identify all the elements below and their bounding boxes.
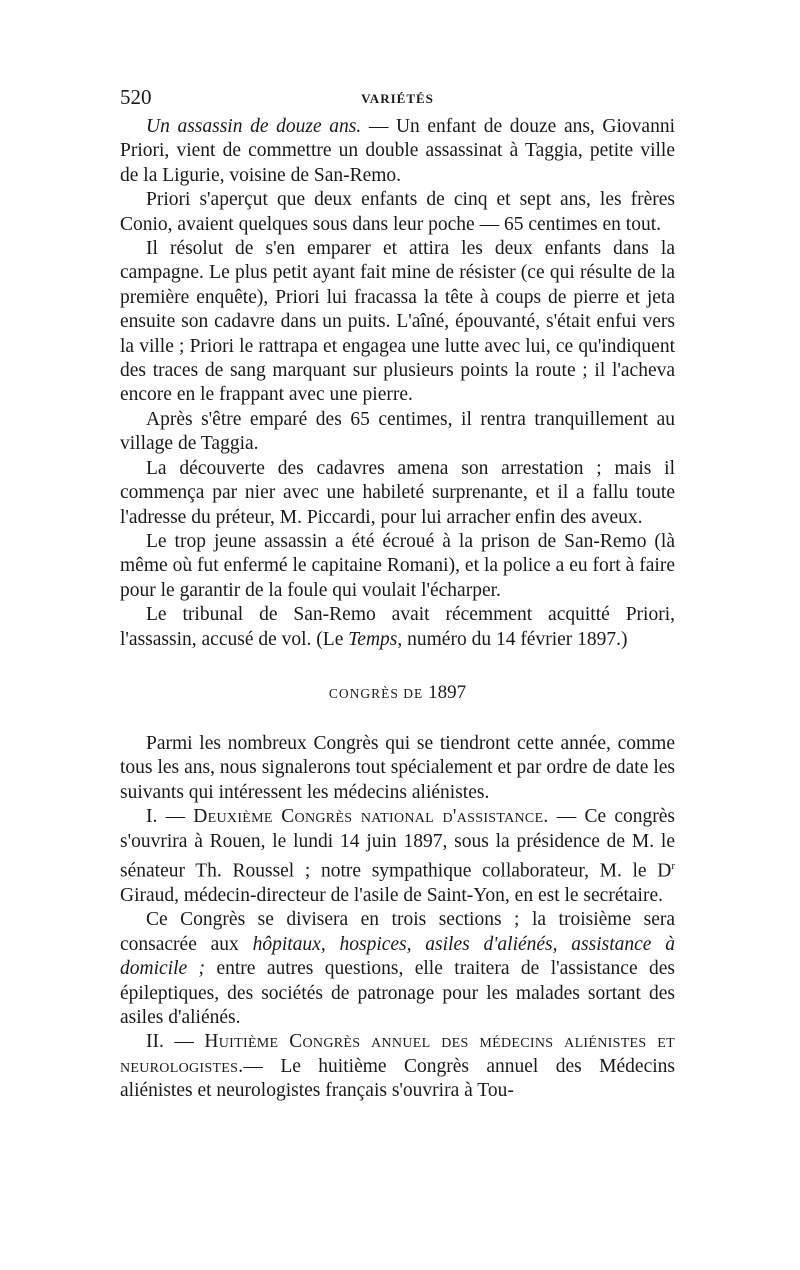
paragraph: La découverte des cadavres amena son arrestation ; mais il commença par nier avec une habileté surprenante, et il a fallu toute l'adresse du préteur, M. Piccardi, pour lui arracher enfin des aveux.	[120, 457, 675, 528]
paragraph	[120, 115, 675, 188]
paragraph	[120, 908, 675, 1030]
section-title-year: 1897	[428, 681, 467, 703]
paragraph: Priori s'aperçut que deux enfants de cinq et sept ans, les frères Conio, avaient quelques sous dans leur poche — 65 centimes en tout.	[120, 189, 675, 235]
paragraph-text: Ce Congrès se divisera en trois sections ; la troisième sera consacrée aux	[120, 909, 675, 955]
item-title: Deuxième Congrès national d'assistance.	[193, 806, 549, 828]
paragraph	[120, 603, 675, 652]
paragraph: Après s'être emparé des 65 centimes, il rentra tranquillement au village de Taggia.	[120, 408, 675, 455]
paragraph: Il résolut de s'en emparer et attira les deux enfants dans la campagne. Le plus petit ayant fait mine de résister (ce qui résulte de la première enquête), Priori lui fracassa la tête à coups de pierre et jeta ensuite son cadavre dans un puits. L'aîné, épouvanté, s'était enfui vers la ville ; Priori le rattrapa et engagea une lutte avec lui, ce qu'indiquent des traces de sang marquant sur plusieurs points la route ; il l'acheva encore en le frappant avec une pierre.	[120, 238, 675, 406]
section-title	[120, 682, 675, 704]
paragraph-text: entre autres questions, elle traitera de l'assistance des épileptiques, des sociétés de patronage pour les malades sortant des asiles d'aliénés.	[120, 958, 675, 1028]
paragraph-text: — Le huitième Congrès annuel des Médecins aliénistes et neurologistes français s'ouvrira à Tou-	[120, 1055, 675, 1102]
paragraph-text: — Ce congrès s'ouvrira à Rouen, le lundi 14 juin 1897, sous la présidence de M. le sénateur Th. Roussel ; notre sympathique collaborateur, M. le D	[120, 806, 676, 882]
section-title-text: CONGRÈS DE	[328, 685, 424, 701]
article-title: Un assassin de douze ans.	[146, 116, 362, 137]
section-heading: VARIÉTÉS	[361, 91, 434, 106]
paragraph	[120, 805, 675, 908]
paragraph: Le trop jeune assassin a été écroué à la prison de San-Remo (là même où fut enfermé le capitaine Romani), et la police a eu fort à faire pour le garantir de la foule qui voulait l'écharper.	[120, 530, 675, 601]
item-title: Huitième Congrès annuel des médecins aliénistes et neurologistes.	[120, 1031, 675, 1077]
paragraph-text: Giraud, médecin-directeur de l'asile de Saint-Yon, en est le secrétaire.	[120, 884, 663, 906]
document-page	[120, 85, 675, 1104]
paragraph: Parmi les nombreux Congrès qui se tiendront cette année, comme tous les ans, nous signalerons tout spécialement et par ordre de date les suivants qui intéressent les médecins aliénistes.	[120, 732, 675, 803]
article-assassin	[120, 115, 675, 652]
source-title: Temps	[348, 628, 398, 650]
article-congres	[120, 732, 675, 1104]
paragraph-text: — Un enfant de douze ans, Giovanni Priori, vient de commettre un double assassinat à Taggia, petite ville de la Ligurie, voisine de San-Remo.	[120, 116, 675, 186]
paragraph-text: Le tribunal de San-Remo avait récemment acquitté Priori, l'assassin, accusé de vol. (Le	[120, 604, 675, 650]
item-number: II. —	[146, 1031, 205, 1053]
running-header	[120, 85, 675, 115]
superscript: r	[671, 859, 675, 872]
paragraph-text: , numéro du 14 février 1897.)	[397, 628, 628, 650]
item-number: I. —	[146, 806, 194, 828]
page-number: 520	[120, 85, 152, 109]
italic-phrase: hôpitaux, hospices, asiles d'aliénés, assistance à domicile ;	[120, 933, 675, 980]
paragraph	[120, 1030, 675, 1103]
